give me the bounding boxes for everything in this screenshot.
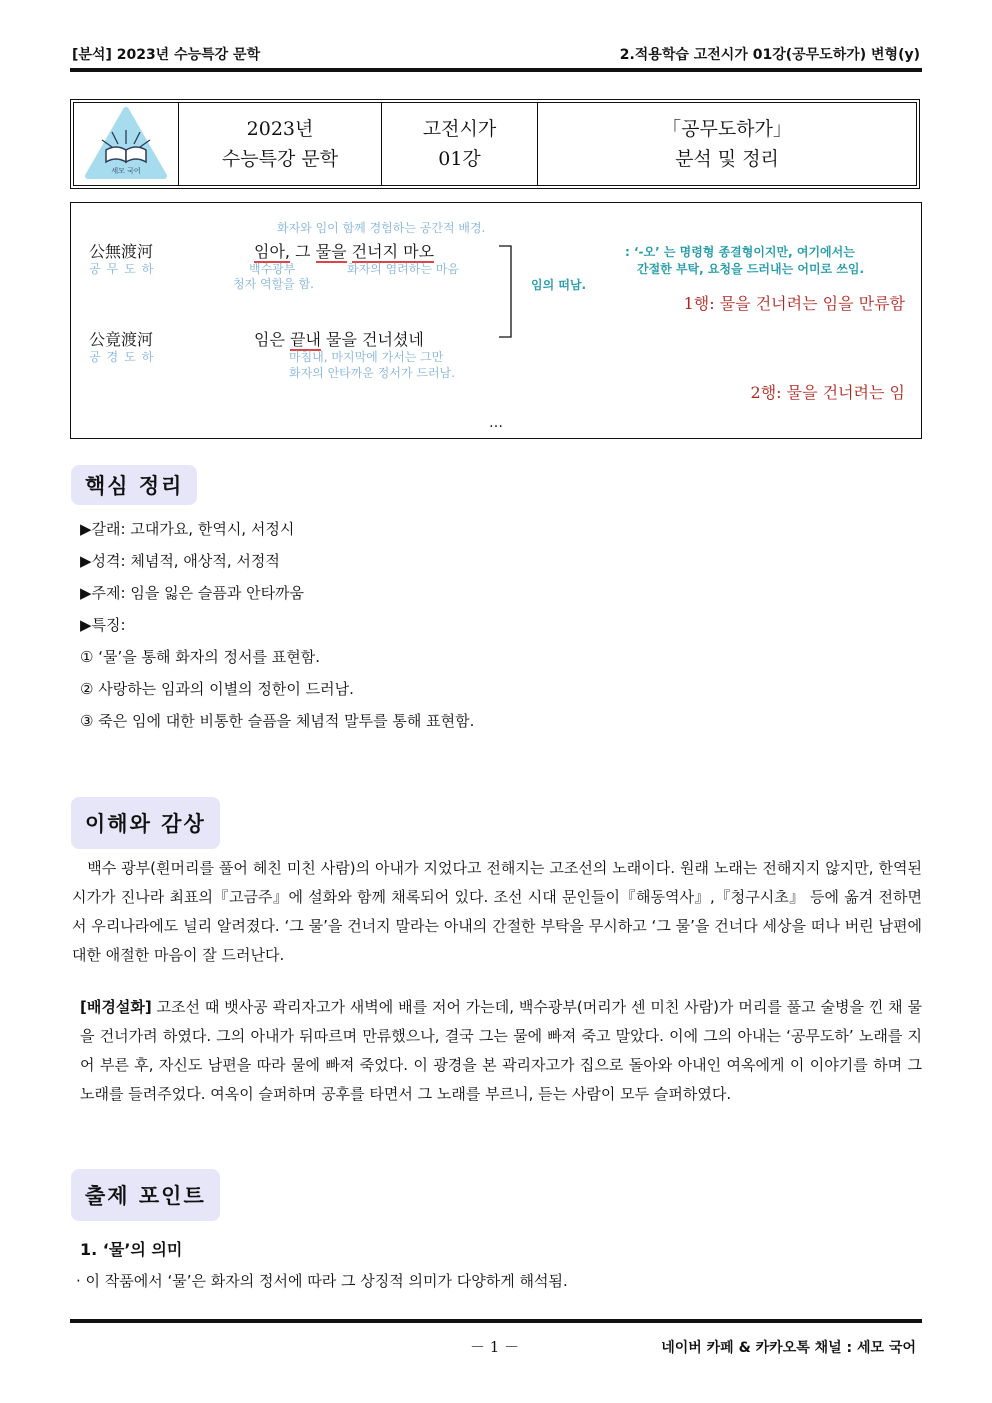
poem-top-note: 화자와 임이 함께 경험하는 공간적 배경.	[277, 221, 486, 235]
page-number: － 1 －	[470, 1338, 520, 1356]
poem-word-dont-cross: 건너지 마오	[351, 242, 435, 261]
title-book: 수능특강 문학	[221, 148, 339, 170]
poem-note-baeksu: 백수광부	[249, 262, 296, 276]
poem-word-crossed: 물을 건너셨네	[326, 330, 424, 349]
poem-line2-hanja: 公竟渡河	[89, 330, 154, 349]
core-features-label: ▶특징:	[80, 616, 126, 634]
poem-word-kkeutnae: 끝내	[290, 330, 321, 349]
poem-word-mul: 물을	[315, 242, 347, 261]
background-story-label: [배경설화]	[80, 998, 152, 1016]
title-work: 「공무도하가」	[662, 118, 792, 140]
logo-text: 세모 국어	[111, 167, 141, 175]
title-genre: 고전시가	[422, 118, 497, 140]
header-left: [분석] 2023년 수능특강 문학	[72, 47, 261, 63]
poem-line1-reading: 공무도하	[89, 262, 160, 276]
poem-analysis-box	[70, 202, 922, 439]
title-cell-unit	[382, 103, 538, 185]
core-character: ▶성격: 체념적, 애상적, 서정적	[80, 552, 280, 570]
title-cell-year	[179, 103, 382, 185]
section-heading-appreciation: 이해와 감상	[71, 797, 220, 849]
poem-note-finally: 마침내, 마지막에 가서는 그만	[289, 350, 444, 364]
poem-line2-text	[254, 327, 424, 350]
poem-summary1: 1행: 물을 건너려는 임을 만류함	[683, 294, 905, 313]
title-year: 2023년	[246, 118, 314, 140]
section-heading-core: 핵심 정리	[71, 465, 197, 505]
poem-line1-text	[254, 239, 434, 262]
core-feature-3: ③ 죽은 임에 대한 비통한 슬픔을 체념적 말투를 통해 표현함.	[80, 712, 475, 730]
footer-rule	[70, 1319, 922, 1323]
poem-note-listener: 청자 역할을 함.	[233, 277, 314, 291]
core-feature-1: ① ‘물’을 통해 화자의 정서를 표현함.	[80, 648, 320, 666]
poem-right-note2: 간절한 부탁, 요청을 드러내는 어미로 쓰임.	[637, 262, 865, 276]
appreciation-paragraph: 백수 광부(흰머리를 풀어 헤친 미친 사람)의 아내가 지었다고 전해지는 고조선의 노래이다. 원래 노래는 전해지지 않지만, 한역된 시가가 진나라 최표의『고금주』에 설화와 함께 채록되어 있다. 조선 시대 문인들이『해동역사』,『청구시초』 등에 옮겨 전하면서 우리나라에도 널리 알려졌다. ‘그 물’을 건너지 말라는 아내의 간절한 부탁을 무시하고 ‘그 물’을 건너다 세상을 떠나 버린 남편에 대한 애절한 마음이 잘 드러난다.	[72, 859, 922, 964]
poem-ellipsis: …	[489, 415, 503, 431]
poem-note-sorrow: 화자의 안타까운 정서가 드러남.	[289, 366, 455, 380]
core-theme: ▶주제: 임을 잃은 슬픔과 안타까움	[80, 584, 305, 602]
background-story-text: 고조선 때 뱃사공 곽리자고가 새벽에 배를 저어 가는데, 백수광부(머리가 센 미친 사람)가 머리를 풀고 술병을 낀 채 물을 건너가려 하였다. 그의 아내가 뒤따르며 만류했으나, 결국 그는 물에 빠져 죽고 말았다. 이에 그의 아내는 ‘공무도하’ 노래를 지어 부른 후, 자신도 남편을 따라 물에 빠져 죽었다. 이 광경을 본 곽리자고가 집으로 돌아와 아내인 여옥에게 이 이야기를 하며 그 노래를 들려주었다. 여옥이 슬퍼하며 공후를 타면서 그 노래를 부르니, 듣는 사람이 모두 슬퍼하였다.	[80, 998, 922, 1103]
poem-word-im: 임아,	[254, 242, 290, 261]
poem-right-note1: : ‘-오’ 는 명령형 종결형이지만, 여기에서는	[625, 245, 855, 259]
poem-word-geu: 그	[295, 242, 311, 261]
exam-point-1-text: · 이 작품에서 ‘물’은 화자의 정서에 따라 그 상징적 의미가 다양하게 해석됨.	[76, 1272, 568, 1290]
poem-summary2: 2행: 물을 건너려는 임	[750, 383, 905, 402]
exam-point-1-title: 1. ‘물’의 의미	[80, 1240, 183, 1259]
title-subtitle: 분석 및 정리	[675, 148, 779, 170]
poem-bracket	[497, 245, 517, 339]
logo-cell	[74, 103, 179, 185]
footer-channel: 네이버 카페 & 카카오톡 채널 : 세모 국어	[661, 1340, 916, 1356]
book-logo-icon	[84, 106, 168, 182]
title-cell-work	[538, 103, 916, 185]
header-right: 2.적용학습 고전시가 01강(공무도하가) 변형(y)	[619, 47, 920, 63]
header-rule	[70, 68, 922, 72]
poem-word-imeun: 임은	[254, 330, 285, 349]
poem-line2-reading: 공경도하	[89, 350, 160, 364]
title-table	[70, 99, 920, 189]
core-genre: ▶갈래: 고대가요, 한역시, 서정시	[80, 520, 295, 538]
background-story-paragraph	[80, 993, 922, 1109]
poem-bracket-label: 임의 떠남.	[531, 278, 587, 292]
poem-note-worry: 화자의 염려하는 마음	[347, 262, 459, 276]
section-heading-exam-points: 출제 포인트	[71, 1169, 220, 1221]
core-feature-2: ② 사랑하는 임과의 이별의 정한이 드러남.	[80, 680, 354, 698]
poem-line1-hanja: 公無渡河	[89, 242, 154, 261]
title-lesson: 01강	[438, 148, 481, 170]
